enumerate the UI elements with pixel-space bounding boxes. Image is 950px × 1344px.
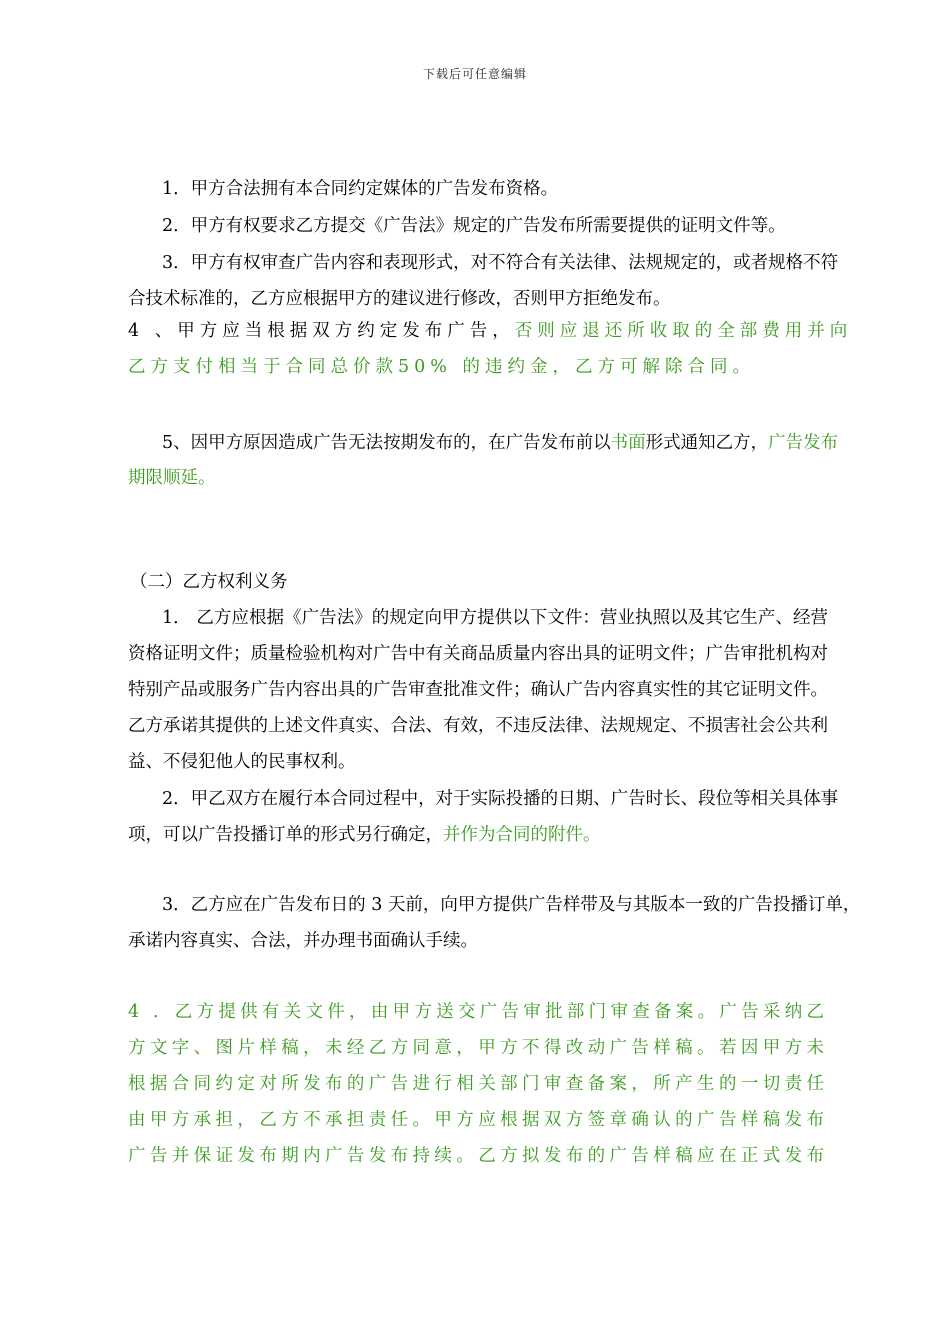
clause-a5-text-c: 形式通知乙方， (645, 433, 769, 453)
clause-a3-line2: 合技术标准的，乙方应根据甲方的建议进行修改，否则甲方拒绝发布。 (128, 289, 671, 309)
clause-b4-line1: 4 ．乙方提供有关文件，由甲方送交广告审批部门审查备案。广告采纳乙 (128, 1002, 828, 1022)
clause-b4-line2: 方文字、图片样稿，未经乙方同意，甲方不得改动广告样稿。若因甲方未 (128, 1038, 828, 1058)
clause-a5-text-d: 广告发布 (768, 433, 839, 453)
clause-b4-line3: 根据合同约定对所发布的广告进行相关部门审查备案，所产生的一切责任 (128, 1074, 828, 1094)
clause-a1: 1．甲方合法拥有本合同约定媒体的广告发布资格。 (162, 179, 559, 199)
clause-b1-line4: 乙方承诺其提供的上述文件真实、合法、有效，不违反法律、法规规定、不损害社会公共利 (128, 716, 828, 736)
clause-a4-green-text: 否则应退还所收取的全部费用并向 (514, 321, 853, 341)
clause-b4-line4: 由甲方承担，乙方不承担责任。甲方应根据双方签章确认的广告样稿发布 (128, 1110, 828, 1130)
clause-b2-line2 (128, 824, 828, 846)
section-2-title: （二）乙方权利义务 (130, 572, 288, 592)
clause-b3-line2: 承诺内容真实、合法，并办理书面确认手续。 (128, 931, 478, 951)
clause-b3-line1: 3．乙方应在广告发布日的 3 天前，向甲方提供广告样带及与其版本一致的广告投播订单， (162, 895, 861, 915)
clause-a5-text-a: 5、因甲方原因造成广告无法按期发布的，在广告发布前以 (162, 433, 611, 453)
page-header-note: 下载后可任意编辑 (422, 67, 527, 81)
clause-b2-green-text: 并作为合同的附件。 (443, 825, 601, 845)
clause-b1-line3: 特别产品或服务广告内容出具的广告审查批准文件；确认广告内容真实性的其它证明文件。 (128, 680, 828, 700)
clause-b4-line5: 广告并保证发布期内广告发布持续。乙方拟发布的广告样稿应在正式发布 (128, 1146, 828, 1166)
clause-b2-line1: 2．甲乙双方在履行本合同过程中，对于实际投播的日期、广告时长、段位等相关具体事 (162, 789, 839, 809)
clause-b1-line1: 1． 乙方应根据《广告法》的规定向甲方提供以下文件：营业执照以及其它生产、经营 (162, 608, 828, 628)
clause-a5-text-b: 书面 (610, 433, 646, 453)
clause-a5-line2: 期限顺延。 (128, 468, 216, 488)
clause-a4-black-text: 4 、甲方应当根据双方约定发布广告， (128, 321, 515, 341)
clause-a4-line2: 乙方支付相当于合同总价款50% 的违约金，乙方可解除合同。 (128, 357, 755, 377)
clause-b2-black-text: 项，可以广告投播订单的形式另行确定， (128, 825, 443, 845)
clause-b1-line2: 资格证明文件；质量检验机构对广告中有关商品质量内容出具的证明文件；广告审批机构对 (128, 644, 828, 664)
clause-a4-line1 (128, 320, 853, 342)
clause-b1-line5: 益、不侵犯他人的民事权利。 (128, 752, 356, 772)
clause-a5-line1 (162, 432, 838, 454)
clause-a2: 2．甲方有权要求乙方提交《广告法》规定的广告发布所需要提供的证明文件等。 (162, 216, 786, 236)
clause-a3-line1: 3．甲方有权审查广告内容和表现形式，对不符合有关法律、法规规定的，或者规格不符 (162, 253, 839, 273)
